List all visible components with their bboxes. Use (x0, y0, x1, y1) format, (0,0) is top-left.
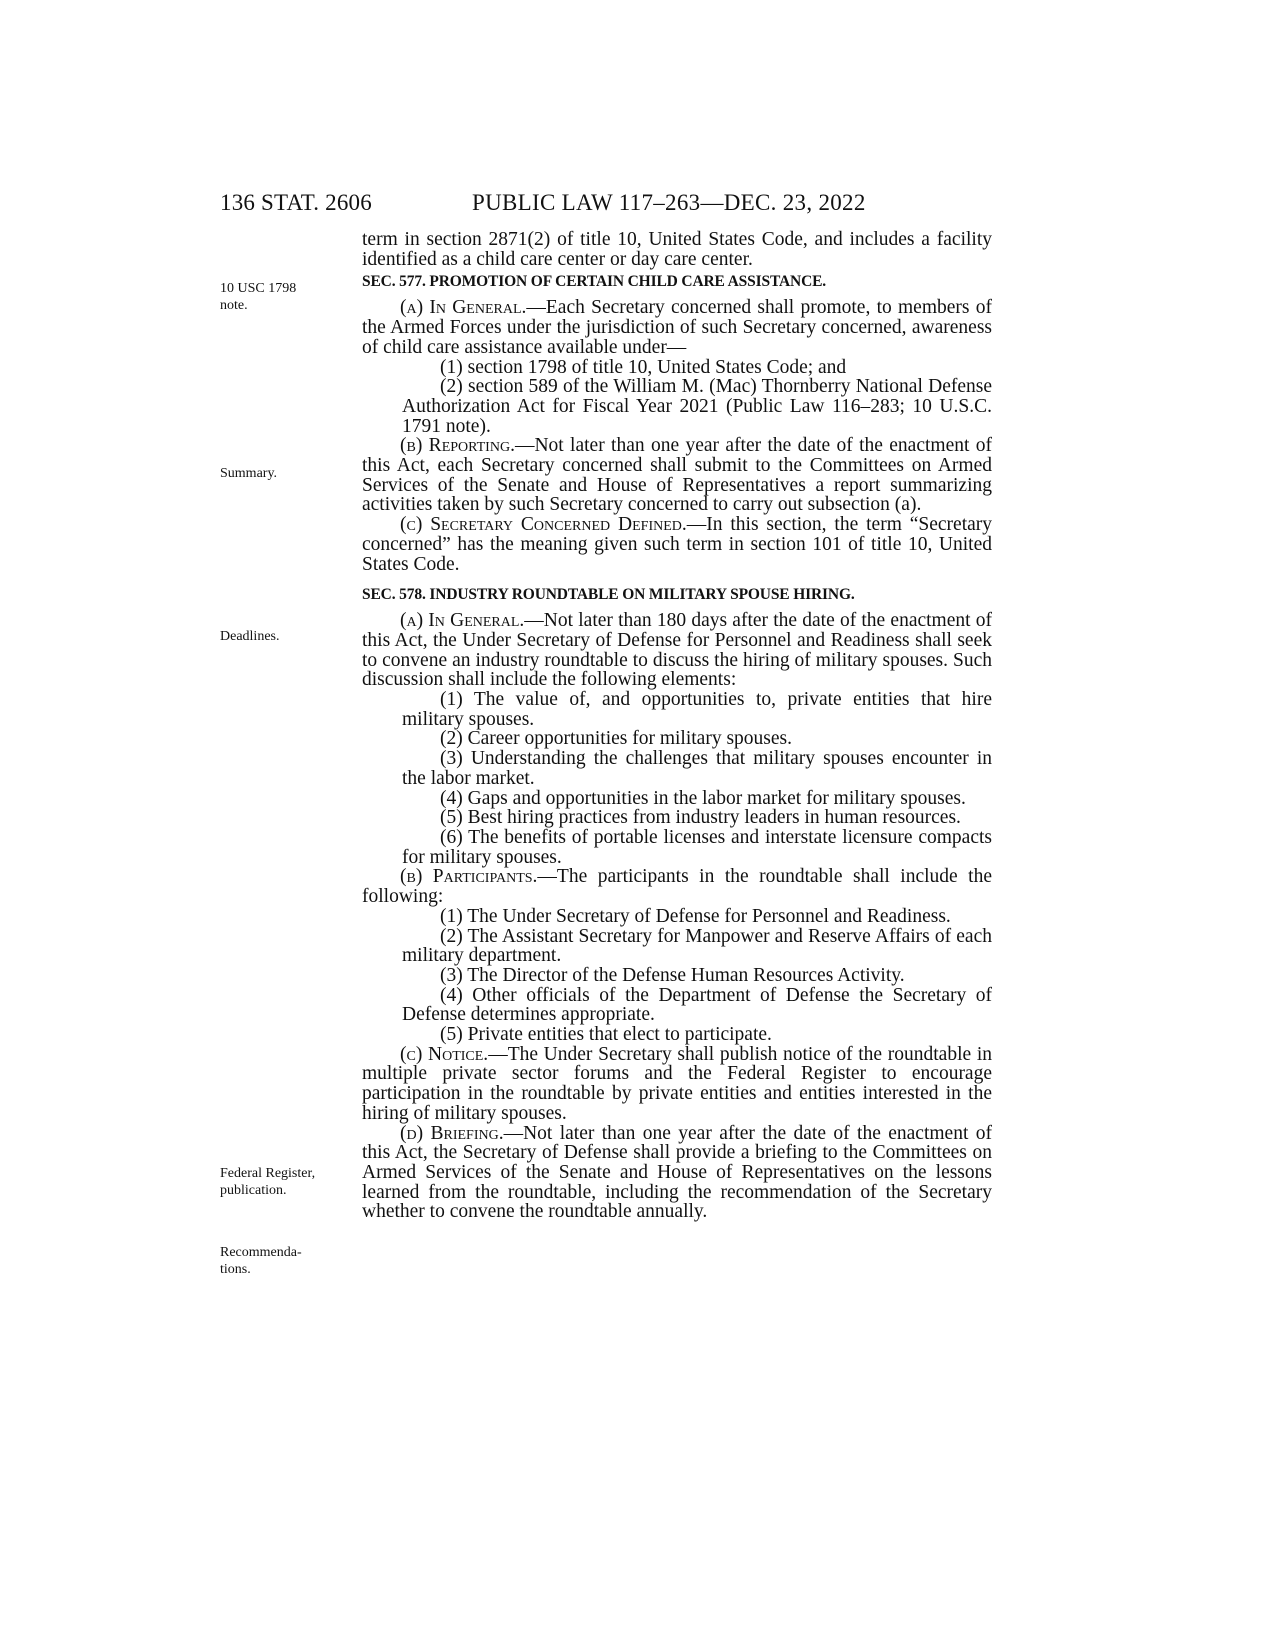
sec578-a-item-3: (3) Understanding the challenges that military spouses encounter in the labor market. (402, 748, 992, 789)
margin-note-federal-register (220, 1165, 360, 1199)
margin-note-recommendations-line1: Recommenda- (220, 1245, 302, 1260)
stat-page-number: 136 STAT. 2606 (220, 190, 372, 215)
sec578-a-item-2: (2) Career opportunities for military spouses. (440, 728, 792, 750)
sec577-a-text: —Each Secretary concerned shall promote, to members of the Armed Forces under the jurisdiction of such Secretary concerned, awareness of child care assistance available under— (362, 297, 992, 358)
section-577-heading: SEC. 577. PROMOTION OF CERTAIN CHILD CARE ASSISTANCE. (362, 273, 827, 291)
sec577-b-label: (b) Reporting. (400, 435, 515, 457)
sec578-a-text: —Not later than 180 days after the date of the enactment of this Act, the Under Secretary of Defense for Personnel and Readiness shall seek to convene an industry roundtable to discuss the hiring of military spouses. Such discussion shall include the following elements: (362, 610, 993, 691)
sec578-subsection-a (362, 611, 992, 690)
margin-note-deadlines: Deadlines. (220, 629, 280, 644)
sec577-subsection-c (362, 515, 992, 574)
margin-note-usc-line1: 10 USC 1798 (220, 281, 297, 296)
margin-note-federal-register-line1: Federal Register, (220, 1166, 316, 1181)
sec578-d-text: —Not later than one year after the date of the enactment of this Act, the Secretary of Defense shall provide a briefing to the Committees on Armed Services of the Senate and House of Representatives on the lessons learned from the roundtable, including the recommendation of the Secretary whether to convene the roundtable annually. (362, 1122, 992, 1223)
running-header (220, 190, 1000, 230)
law-citation: PUBLIC LAW 117–263—DEC. 23, 2022 (472, 190, 866, 215)
sec578-a-item-4: (4) Gaps and opportunities in the labor market for military spouses. (440, 787, 966, 809)
sec578-subsection-c (362, 1045, 992, 1124)
sec578-b-item-3: (3) The Director of the Defense Human Resources Activity. (440, 964, 905, 986)
sec578-b-text: —The participants in the roundtable shall include the following: (362, 866, 992, 908)
sec578-subsection-b (362, 867, 992, 906)
sec578-b-label: (b) Participants. (400, 866, 538, 888)
margin-note-summary: Summary. (220, 466, 278, 481)
margin-note-usc-line2: note. (220, 298, 248, 313)
sec578-b-item-4: (4) Other officials of the Department of Defense the Secretary of Defense determines appropriate. (402, 984, 992, 1026)
sec577-subsection-a (362, 298, 992, 357)
sec578-b-item-5: (5) Private entities that elect to participate. (440, 1024, 772, 1046)
sec578-b-item-2: (2) The Assistant Secretary for Manpower and Reserve Affairs of each military department. (402, 925, 992, 967)
sec577-a-item-1: (1) section 1798 of title 10, United States Code; and (440, 356, 847, 378)
sec578-c-text: —The Under Secretary shall publish notice of the roundtable in multiple private sector forums and the Federal Register to encourage participation in the roundtable by private entities and entities interested in the hiring of military spouses. (362, 1043, 992, 1124)
sec578-d-label: (d) Briefing. (400, 1122, 504, 1144)
sec577-a-item-2: (2) section 589 of the William M. (Mac) Thornberry National Defense Authorization Act for Fiscal Year 2021 (Public Law 116–283; 10 U.S.C. 1791 note). (402, 376, 992, 437)
sec578-a-item-1: (1) The value of, and opportunities to, private entities that hire military spouses. (402, 689, 992, 730)
sec578-b-item-1: (1) The Under Secretary of Defense for Personnel and Readiness. (440, 905, 951, 927)
margin-note-recommendations (220, 1244, 360, 1278)
sec577-subsection-b (362, 436, 992, 515)
sec577-b-text: —Not later than one year after the date of the enactment of this Act, each Secretary concerned shall submit to the Committees on Armed Services of the Senate and House of Representatives a report summarizing activities taken by such Secretary concerned to carry out subsection (a). (362, 435, 992, 516)
sec578-a-item-6: (6) The benefits of portable licenses and interstate licensure compacts for military spouses. (402, 826, 992, 868)
sec577-c-label: (c) Secretary Concerned Defined. (400, 514, 687, 536)
section-578-heading: SEC. 578. INDUSTRY ROUNDTABLE ON MILITARY SPOUSE HIRING. (362, 586, 855, 604)
margin-note-recommendations-line2: tions. (220, 1262, 251, 1277)
sec577-a-label: (a) In General. (400, 297, 527, 319)
margin-note-federal-register-line2: publication. (220, 1183, 287, 1198)
margin-note-usc (220, 280, 360, 314)
continuation-paragraph: term in section 2871(2) of title 10, United States Code, and includes a facility identified as a child care center or day care center. (362, 229, 992, 270)
sec578-c-label: (c) Notice. (400, 1043, 489, 1065)
sec578-a-item-5: (5) Best hiring practices from industry leaders in human resources. (440, 807, 961, 829)
sec578-a-label: (a) In General. (400, 610, 525, 632)
sec577-c-text: —In this section, the term “Secretary concerned” has the meaning given such term in section 101 of title 10, United States Code. (362, 514, 993, 575)
sec578-subsection-d (362, 1124, 992, 1223)
document-body (362, 230, 992, 1222)
